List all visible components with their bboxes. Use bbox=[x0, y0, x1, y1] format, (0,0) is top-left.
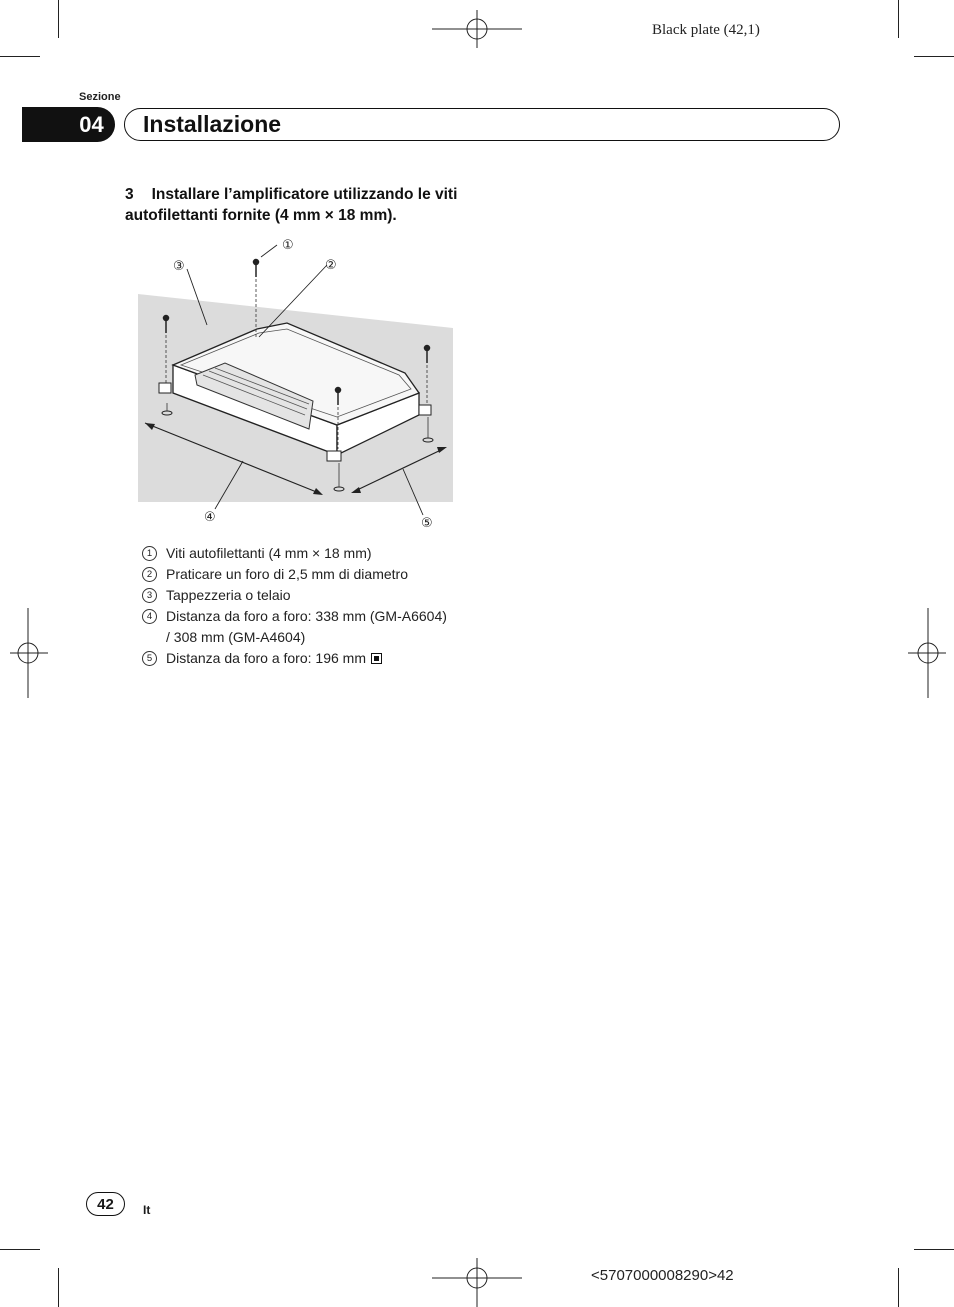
legend-text: Tappezzeria o telaio bbox=[166, 587, 291, 603]
instruction-step bbox=[125, 184, 465, 226]
section-title-bar bbox=[124, 108, 840, 141]
page-number: 42 bbox=[97, 1195, 114, 1213]
page-number-badge bbox=[86, 1192, 125, 1216]
legend-item bbox=[142, 648, 452, 669]
callout-4: ④ bbox=[204, 510, 216, 525]
legend-text: Distanza da foro a foro: 338 mm (GM-A6604) / 308 mm (GM-A4604) bbox=[166, 608, 447, 645]
section-title: Installazione bbox=[143, 111, 282, 137]
legend-marker: 1 bbox=[142, 546, 157, 561]
language-code: It bbox=[143, 1203, 151, 1217]
legend-text: Viti autofilettanti (4 mm × 18 mm) bbox=[166, 545, 372, 561]
section-label: Sezione bbox=[79, 91, 121, 103]
legend-text: Praticare un foro di 2,5 mm di diametro bbox=[166, 566, 408, 582]
legend-item bbox=[142, 543, 452, 564]
end-of-section-icon bbox=[371, 653, 382, 664]
registration-mark-top bbox=[430, 8, 524, 48]
registration-mark-bottom bbox=[430, 1258, 524, 1307]
document-code: <5707000008290>42 bbox=[591, 1267, 734, 1284]
legend-marker: 2 bbox=[142, 567, 157, 582]
callout-2: ② bbox=[325, 258, 337, 273]
section-number-tab bbox=[22, 107, 115, 142]
section-number: 04 bbox=[79, 111, 104, 137]
step-number: 3 bbox=[125, 186, 134, 203]
legend-marker: 3 bbox=[142, 588, 157, 603]
legend-item bbox=[142, 585, 452, 606]
plate-label: Black plate (42,1) bbox=[652, 22, 760, 38]
legend-marker: 5 bbox=[142, 651, 157, 666]
legend-item bbox=[142, 564, 452, 585]
registration-mark-right bbox=[908, 606, 948, 700]
figure-legend bbox=[142, 543, 452, 669]
legend-item bbox=[142, 606, 452, 648]
legend-text: Distanza da foro a foro: 196 mm bbox=[166, 650, 366, 666]
registration-mark-left bbox=[8, 606, 48, 700]
callout-1: ① bbox=[282, 238, 294, 253]
amplifier-diagram bbox=[137, 233, 455, 533]
callout-3: ③ bbox=[173, 259, 185, 274]
step-text: Installare l’amplificatore utilizzando le viti autofilettanti fornite (4 mm × 18 mm). bbox=[125, 186, 458, 224]
amplifier-installation-figure bbox=[137, 233, 455, 533]
legend-marker: 4 bbox=[142, 609, 157, 624]
callout-5: ⑤ bbox=[421, 516, 433, 531]
